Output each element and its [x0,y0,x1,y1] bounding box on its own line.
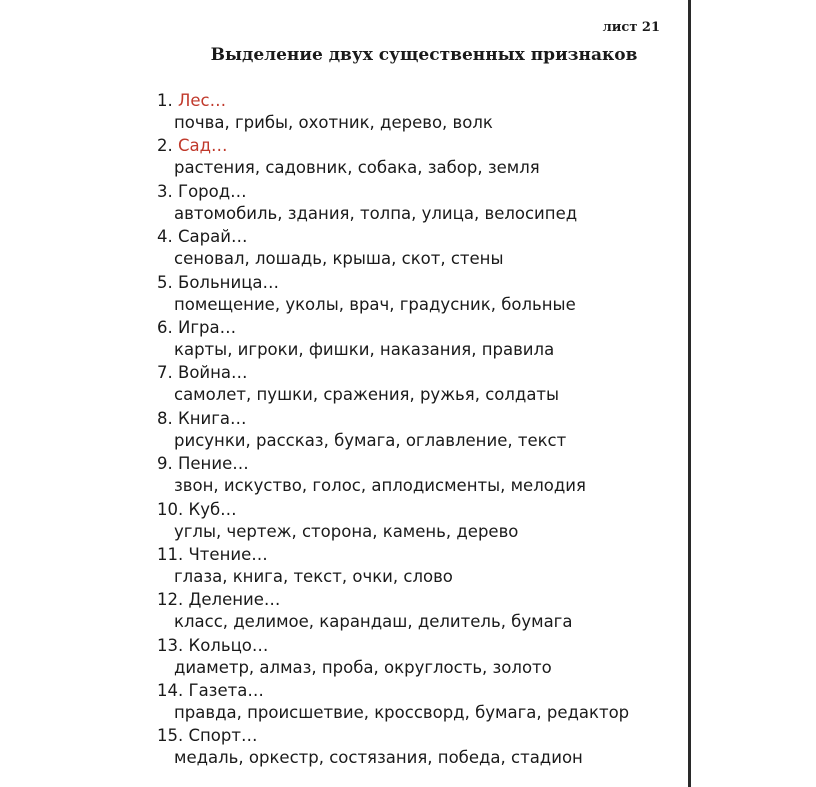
exercise-item [157,272,677,317]
answer-options: сеновал, лошадь, крыша, скот, стены [174,249,504,269]
sheet-number: лист 21 [602,20,660,35]
exercise-item [157,725,677,770]
keyword: Больница… [178,272,280,292]
exercise-item [157,226,677,271]
answer-options: звон, искуство, голос, аплодисменты, мелодия [174,476,586,496]
exercise-keyword-line [157,317,677,339]
answer-options: медаль, оркестр, состязания, победа, стадион [174,748,583,768]
keyword: Город… [178,181,247,201]
answer-options: почва, грибы, охотник, дерево, волк [174,113,493,132]
keyword: Сарай… [178,227,248,247]
item-number: 14. [157,681,184,701]
exercise-keyword-line [157,589,677,611]
exercise-keyword-line [157,680,677,702]
answer-options: диаметр, алмаз, проба, округлость, золото [174,657,552,677]
item-number: 1. [157,91,173,110]
exercise-item [157,544,677,589]
keyword: Куб… [188,499,237,519]
item-number: 12. [157,590,184,610]
keyword: Газета… [188,681,264,701]
keyword: Деление… [188,590,281,610]
exercise-item [157,135,677,180]
exercise-keyword-line [157,272,677,294]
answer-options: самолет, пушки, сражения, ружья, солдаты [174,385,560,405]
exercise-keyword-line [157,725,677,747]
answer-options: углы, чертеж, сторона, камень, дерево [174,521,519,541]
answer-options: глаза, книга, текст, очки, слово [174,566,453,586]
exercise-item [157,680,677,725]
exercise-keyword-line [157,226,677,248]
exercise-keyword-line [157,544,677,566]
keyword: Книга… [178,408,247,428]
item-number: 11. [157,544,184,564]
answer-options: карты, игроки, фишки, наказания, правила [174,339,555,359]
page-edge-divider [688,0,691,787]
keyword: Чтение… [188,544,268,564]
keyword: Лес… [178,91,227,110]
answer-options: автомобиль, здания, толпа, улица, велосипед [174,203,578,223]
keyword: Спорт… [188,726,258,746]
keyword: Сад… [178,136,228,156]
item-number: 7. [157,363,173,383]
exercise-keyword-line [157,90,677,112]
item-number: 13. [157,635,184,655]
item-number: 5. [157,272,173,292]
exercise-item [157,181,677,226]
keyword: Пение… [178,454,249,474]
answer-options: рисунки, рассказ, бумага, оглавление, текст [174,430,567,450]
item-number: 3. [157,181,173,201]
answer-options: правда, происшетвие, кроссворд, бумага, редактор [174,703,630,723]
exercise-keyword-line [157,635,677,657]
item-number: 8. [157,408,173,428]
answer-options: помещение, уколы, врач, градусник, больные [174,294,576,314]
item-number: 9. [157,454,173,474]
keyword: Кольцо… [188,635,269,655]
exercise-item [157,635,677,680]
keyword: Игра… [178,317,237,337]
exercise-keyword-line [157,453,677,475]
exercise-item [157,453,677,498]
answer-options: класс, делимое, карандаш, делитель, бумага [174,612,573,632]
answer-options: растения, садовник, собака, забор, земля [174,158,540,178]
exercise-item [157,90,677,135]
exercise-keyword-line [157,408,677,430]
item-number: 10. [157,499,184,519]
page-title: Выделение двух существенных признаков [210,45,638,65]
exercise-item [157,362,677,407]
item-number: 6. [157,317,173,337]
exercise-item [157,499,677,544]
item-number: 4. [157,227,173,247]
exercise-keyword-line [157,499,677,521]
exercise-item [157,408,677,453]
exercise-item [157,317,677,362]
item-number: 2. [157,136,173,156]
exercise-keyword-line [157,135,677,157]
exercise-keyword-line [157,181,677,203]
keyword: Война… [178,363,248,383]
item-number: 15. [157,726,184,746]
exercise-list [157,90,677,771]
exercise-item [157,589,677,634]
exercise-keyword-line [157,362,677,384]
